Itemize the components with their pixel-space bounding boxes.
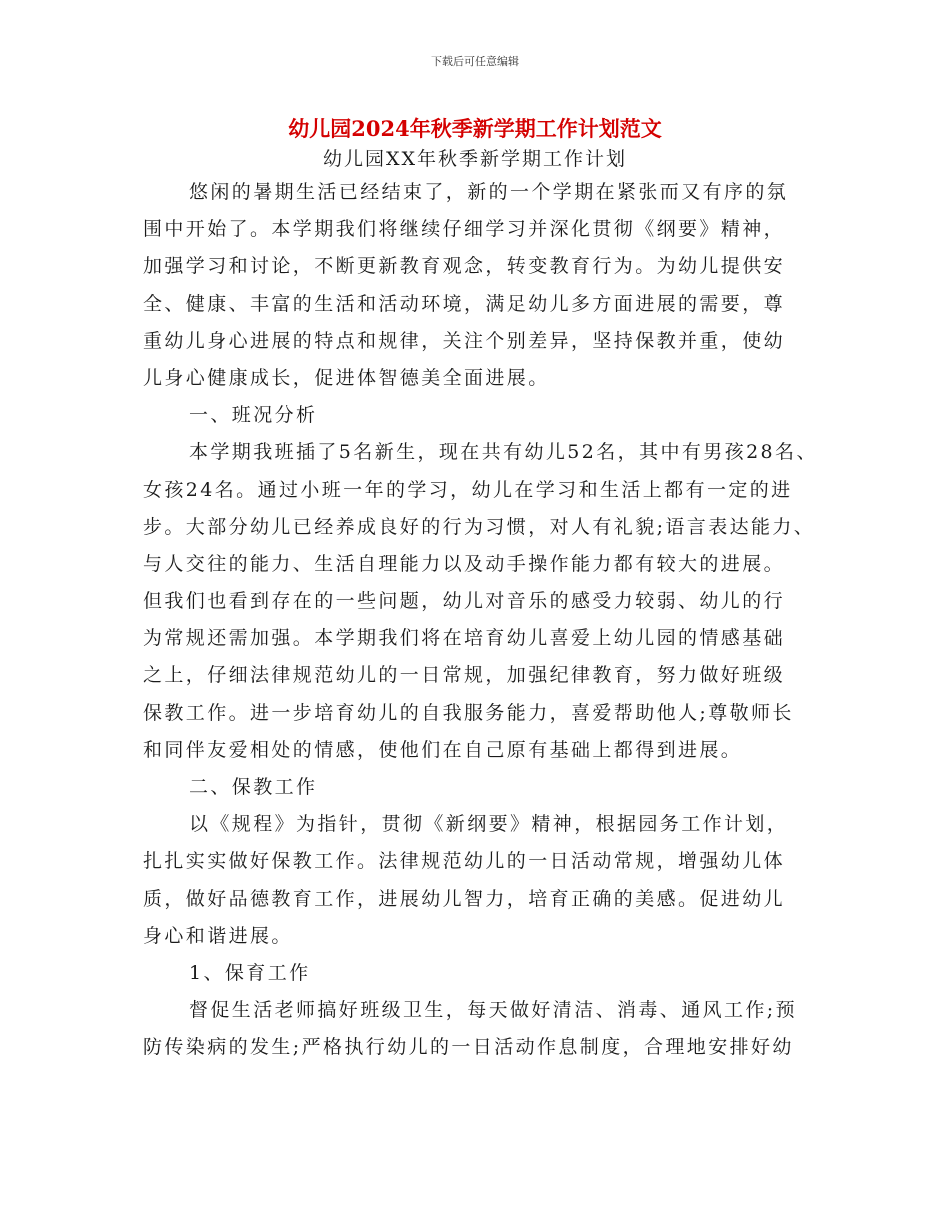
section-heading: 二、保教工作 <box>189 776 318 798</box>
paragraph-line: 重幼儿身心进展的特点和规律，关注个别差异，坚持保教并重，使幼 <box>143 329 786 352</box>
paragraph-line: 之上，仔细法律规范幼儿的一日常规，加强纪律教育，努力做好班级 <box>143 664 786 687</box>
body-text <box>143 174 833 1067</box>
paragraph-line: 为常规还需加强。本学期我们将在培育幼儿喜爱上幼儿园的情感基础 <box>143 627 786 650</box>
paragraph-line: 扎扎实实做好保教工作。法律规范幼儿的一日活动常规，增强幼儿体 <box>143 850 786 873</box>
paragraph-line: 悠闲的暑期生活已经结束了，新的一个学期在紧张而又有序的氛 <box>189 181 789 203</box>
header-note: 下载后可任意编辑 <box>431 55 519 68</box>
paragraph-line: 督促生活老师搞好班级卫生，每天做好清洁、消毒、通风工作;预 <box>189 999 798 1022</box>
paragraph-line: 儿身心健康成长，促进体智德美全面进展。 <box>143 366 550 389</box>
paragraph-line: 质，做好品德教育工作，进展幼儿智力，培育正确的美感。促进幼儿 <box>143 887 786 910</box>
paragraph-line: 本学期我班插了5名新生，现在共有幼儿52名，其中有男孩28名、 <box>189 441 818 464</box>
paragraph-line: 全、健康、丰富的生活和活动环境，满足幼儿多方面进展的需要，尊 <box>143 292 786 315</box>
paragraph-line: 保教工作。进一步培育幼儿的自我服务能力，喜爱帮助他人;尊敬师长 <box>143 701 794 724</box>
paragraph-line: 女孩24名。通过小班一年的学习，幼儿在学习和生活上都有一定的进 <box>143 478 793 501</box>
paragraph-line: 以《规程》为指针，贯彻《新纲要》精神，根据园务工作计划， <box>189 813 789 836</box>
section-heading: 1、保育工作 <box>189 961 311 984</box>
paragraph-line: 加强学习和讨论，不断更新教育观念，转变教育行为。为幼儿提供安 <box>143 255 786 278</box>
paragraph-line: 身心和谐进展。 <box>143 924 293 947</box>
section-heading: 一、班况分析 <box>189 404 318 427</box>
paragraph-line: 与人交往的能力、生活自理能力以及动手操作能力都有较大的进展。 <box>143 552 786 575</box>
paragraph-line: 但我们也看到存在的一些问题，幼儿对音乐的感受力较弱、幼儿的行 <box>143 590 786 613</box>
paragraph-line: 步。大部分幼儿已经养成良好的行为习惯，对人有礼貌;语言表达能力、 <box>143 515 816 538</box>
paragraph-line: 围中开始了。本学期我们将继续仔细学习并深化贯彻《纲要》精神， <box>143 218 786 241</box>
paragraph-line: 和同伴友爱相处的情感，使他们在自己原有基础上都得到进展。 <box>143 738 743 761</box>
paragraph-line: 防传染病的发生;严格执行幼儿的一日活动作息制度，合理地安排好幼 <box>143 1036 794 1059</box>
document-subtitle: 幼儿园XX年秋季新学期工作计划 <box>322 148 628 170</box>
document-title: 幼儿园2024年秋季新学期工作计划范文 <box>288 116 662 141</box>
